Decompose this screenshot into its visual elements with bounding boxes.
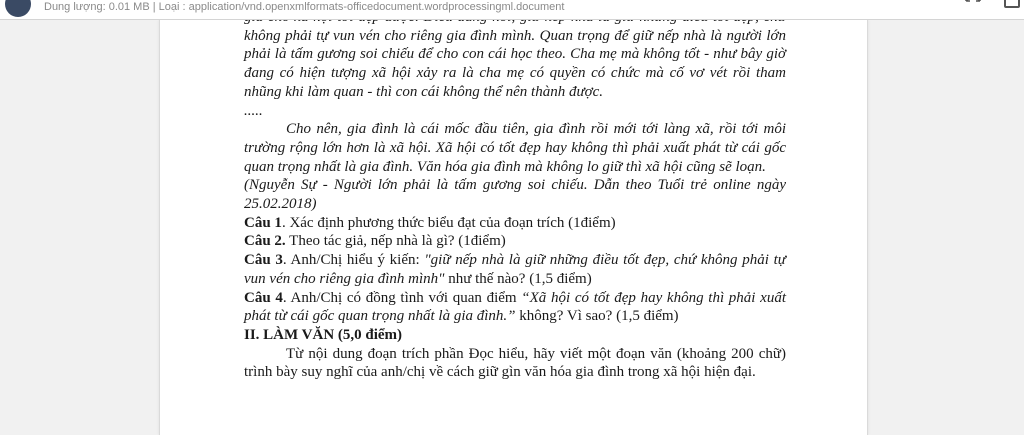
question-label: Câu 4 <box>244 289 283 306</box>
question-label: Câu 3 <box>244 252 283 269</box>
citation: (Nguyễn Sự - Người lớn phải là tấm gương soi chiếu. Dẫn theo Tuổi trẻ online ngày 25.02.2018) <box>244 177 786 213</box>
avatar <box>5 0 31 17</box>
essay-prompt: Từ nội dung đoạn trích phần Đọc hiểu, hãy viết một đoạn văn (khoảng 200 chữ) trình bày suy nghĩ của anh/chị về cách giữ gìn văn hóa gia đình trong xã hội hiện đại. <box>244 345 786 381</box>
close-icon[interactable] <box>1004 0 1018 8</box>
question-label: Câu 1 <box>244 214 282 231</box>
ellipsis: ..... <box>244 102 263 119</box>
question-quote: “Xã hội có tốt đẹp hay không thì phải xuất phát từ cái gốc quan trọng nhất là gia đình.” <box>244 289 786 325</box>
passage-paragraph: không phải tự vun vén cho riêng gia đình mình. Quan trọng để giữ nếp nhà là người lớn phải là tấm gương soi chiếu để cho con cái học theo. Cha mẹ mà không tốt - như bây giờ đang có hiện tượng xã hội xảy ra là cha mẹ có quyền có chức mà cố vơ vét rồi tham nhũng khi làm quan - thì con cái không thể nên thành được. <box>244 27 786 100</box>
document-content <box>244 8 786 382</box>
question-2 <box>244 232 786 251</box>
passage-paragraph: Cho nên, gia đình là cái mốc đầu tiên, gia đình rồi mới tới làng xã, rồi tới môi trường rộng lớn hơn là xã hội. Xã hội có tốt đẹp hay không thì phải xuất phát từ cái gốc quan trọng nhất là gia đình. Văn hóa gia đình mà không lo giữ thì xã hội cũng sẽ loạn. <box>244 121 786 175</box>
question-text: Anh/Chị hiểu ý kiến: <box>290 252 425 269</box>
question-text: không? Vì sao? (1,5 điểm) <box>515 308 679 325</box>
section-heading: II. LÀM VĂN (5,0 điểm) <box>244 326 403 343</box>
document-page <box>159 20 868 435</box>
expand-icon[interactable] <box>965 0 981 7</box>
question-3: Câu 3. Anh/Chị hiểu ý kiến: "giữ nếp nhà là giữ những điều tốt đẹp, chứ không phải tự vun vén cho riêng gia đình mình" như thế nào? (1,5 điểm) <box>244 252 786 287</box>
question-text: Anh/Chị có đồng tình với quan điểm <box>290 289 522 306</box>
question-text: như thế nào? (1,5 điểm) <box>444 270 592 287</box>
question-text: Theo tác giả, nếp nhà là gì? (1điểm) <box>289 233 506 250</box>
question-4: Câu 4. Anh/Chị có đồng tình với quan điểm “Xã hội có tốt đẹp hay không thì phải xuất phát từ cái gốc quan trọng nhất là gia đình.” không? Vì sao? (1,5 điểm) <box>244 289 786 325</box>
file-info: Dung lượng: 0.01 MB | Loại : application/vnd.openxmlformats-officedocument.wordprocessingml.document <box>44 1 565 13</box>
viewer-toolbar <box>0 0 1024 20</box>
question-1: Câu 1. Xác định phương thức biểu đạt của đoạn trích (1điểm) <box>244 214 616 231</box>
question-label: Câu 2. <box>244 233 286 250</box>
question-quote: "giữ nếp nhà là giữ những điều tốt đẹp, chứ không phải tự vun vén cho riêng gia đình mình" <box>244 252 786 287</box>
question-text: Xác định phương thức biểu đạt của đoạn trích (1điểm) <box>289 214 616 231</box>
